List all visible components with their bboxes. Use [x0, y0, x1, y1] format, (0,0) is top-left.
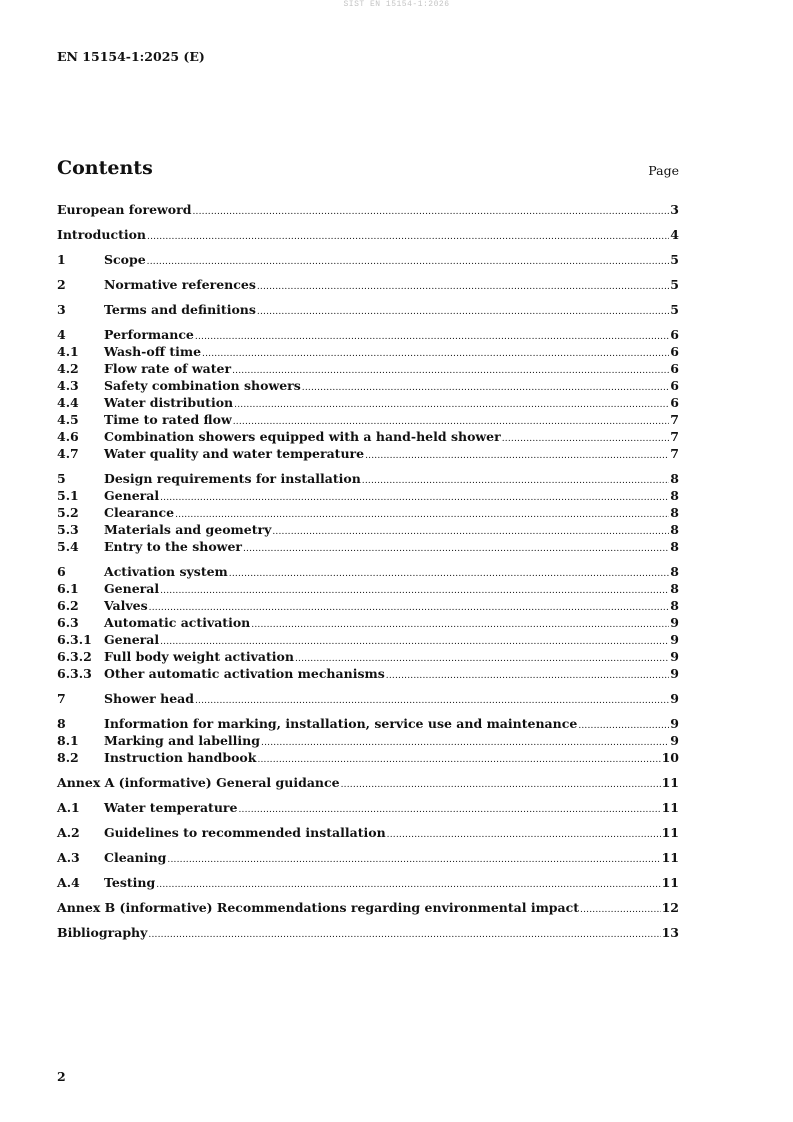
toc-entry-number: A.1	[57, 800, 80, 815]
toc-entry[interactable]	[57, 343, 679, 360]
toc-entry-number: 3	[57, 302, 66, 317]
toc-entry-page: 8	[670, 564, 679, 579]
toc-leader-dots	[147, 251, 670, 268]
toc-entry-title: Combination showers equipped with a hand-held shower	[104, 429, 501, 444]
toc-entry[interactable]	[57, 326, 679, 343]
toc-leader-dots	[365, 445, 669, 462]
toc-entry-title: Performance	[104, 327, 194, 342]
toc-entry[interactable]	[57, 521, 679, 538]
toc-leader-dots	[238, 799, 660, 816]
toc-entry-page: 8	[670, 471, 679, 486]
toc-leader-dots	[160, 631, 669, 648]
table-of-contents	[57, 201, 679, 941]
toc-entry[interactable]	[57, 874, 679, 891]
toc-entry-title: Marking and labelling	[104, 733, 261, 748]
toc-gap	[57, 555, 679, 563]
toc-entry-page: 5	[670, 277, 679, 292]
toc-gap	[57, 462, 679, 470]
toc-entry-title: Water distribution	[104, 395, 234, 410]
toc-gap	[57, 916, 679, 924]
toc-entry-page: 7	[670, 446, 679, 461]
toc-entry-title: Safety combination showers	[104, 378, 301, 393]
toc-entry-page: 8	[670, 581, 679, 596]
toc-leader-dots	[272, 521, 669, 538]
toc-gap	[57, 682, 679, 690]
toc-entry-page: 11	[661, 775, 679, 790]
toc-entry-number: 8	[57, 716, 66, 731]
toc-entry-number: 4.4	[57, 395, 79, 410]
toc-entry-page: 9	[670, 733, 679, 748]
toc-entry[interactable]	[57, 749, 679, 766]
toc-entry[interactable]	[57, 597, 679, 614]
toc-entry-page: 3	[670, 202, 679, 217]
toc-entry-number: 5	[57, 471, 66, 486]
toc-leader-dots	[149, 597, 670, 614]
toc-entry-title: Materials and geometry	[104, 522, 272, 537]
toc-leader-dots	[502, 428, 670, 445]
toc-gap	[57, 766, 679, 774]
toc-entry-number: 4.5	[57, 412, 79, 427]
toc-gap	[57, 268, 679, 276]
toc-entry-page: 12	[661, 900, 679, 915]
toc-entry-number: 8.1	[57, 733, 79, 748]
toc-leader-dots	[257, 276, 669, 293]
toc-entry[interactable]	[57, 824, 679, 841]
toc-entry-number: 6.1	[57, 581, 79, 596]
toc-leader-dots	[243, 538, 669, 555]
toc-entry-title: Time to rated flow	[104, 412, 232, 427]
toc-entry-number: A.2	[57, 825, 80, 840]
toc-entry[interactable]	[57, 648, 679, 665]
toc-entry-number: 8.2	[57, 750, 79, 765]
toc-entry-number: 4	[57, 327, 66, 342]
toc-entry[interactable]	[57, 580, 679, 597]
toc-entry[interactable]	[57, 732, 679, 749]
toc-leader-dots	[147, 226, 669, 243]
toc-entry[interactable]	[57, 849, 679, 866]
toc-entry-number: 4.3	[57, 378, 79, 393]
toc-entry-title: Cleaning	[104, 850, 167, 865]
toc-leader-dots	[160, 487, 669, 504]
toc-entry-page: 9	[670, 615, 679, 630]
toc-entry-page: 6	[670, 327, 679, 342]
toc-entry-title: General	[104, 488, 160, 503]
toc-entry-page: 11	[661, 875, 679, 890]
toc-entry-page: 11	[661, 800, 679, 815]
toc-entry-title: Annex A (informative) General guidance	[57, 775, 340, 790]
toc-entry-number: 6.3.3	[57, 666, 92, 681]
toc-entry-number: 1	[57, 252, 66, 267]
toc-entry-number: 2	[57, 277, 66, 292]
toc-leader-dots	[257, 749, 660, 766]
toc-gap	[57, 791, 679, 799]
toc-entry[interactable]	[57, 377, 679, 394]
document-id: EN 15154-1:2025 (E)	[57, 49, 205, 64]
toc-entry-page: 8	[670, 505, 679, 520]
toc-entry-page: 9	[670, 632, 679, 647]
toc-entry-number: 5.1	[57, 488, 79, 503]
toc-entry[interactable]	[57, 899, 679, 916]
toc-entry-title: Shower head	[104, 691, 194, 706]
toc-entry-number: 4.1	[57, 344, 79, 359]
toc-leader-dots	[229, 563, 670, 580]
toc-entry-page: 5	[670, 302, 679, 317]
toc-leader-dots	[580, 899, 661, 916]
toc-gap	[57, 891, 679, 899]
toc-entry-title: Instruction handbook	[104, 750, 257, 765]
toc-entry-number: 5.4	[57, 539, 79, 554]
toc-entry-title: Full body weight activation	[104, 649, 294, 664]
toc-entry-title: Terms and definitions	[104, 302, 256, 317]
toc-entry[interactable]	[57, 614, 679, 631]
toc-entry-page: 8	[670, 488, 679, 503]
toc-entry[interactable]	[57, 563, 679, 580]
toc-leader-dots	[232, 360, 669, 377]
toc-entry[interactable]	[57, 715, 679, 732]
toc-leader-dots	[175, 504, 669, 521]
toc-entry-number: 5.3	[57, 522, 79, 537]
toc-leader-dots	[261, 732, 669, 749]
toc-leader-dots	[233, 411, 670, 428]
toc-gap	[57, 707, 679, 715]
toc-leader-dots	[234, 394, 669, 411]
toc-entry[interactable]	[57, 301, 679, 318]
toc-entry[interactable]	[57, 799, 679, 816]
toc-entry-title: Water quality and water temperature	[104, 446, 365, 461]
toc-entry-title: Design requirements for installation	[104, 471, 361, 486]
toc-entry[interactable]	[57, 226, 679, 243]
toc-entry-page: 9	[670, 649, 679, 664]
toc-entry-page: 10	[661, 750, 679, 765]
toc-entry-title: Clearance	[104, 505, 175, 520]
toc-entry-title: Flow rate of water	[104, 361, 232, 376]
contents-heading: Contents	[57, 157, 153, 179]
page-number: 2	[57, 1069, 66, 1084]
toc-entry-number: A.4	[57, 875, 80, 890]
toc-entry-title: European foreword	[57, 202, 192, 217]
toc-entry-number: 6.3.1	[57, 632, 92, 647]
toc-leader-dots	[167, 849, 660, 866]
toc-entry-page: 11	[661, 825, 679, 840]
toc-entry-page: 9	[670, 716, 679, 731]
toc-entry-number: 4.7	[57, 446, 79, 461]
toc-entry-number: 6.3.2	[57, 649, 92, 664]
toc-entry-title: Automatic activation	[104, 615, 251, 630]
toc-entry[interactable]	[57, 276, 679, 293]
toc-entry-page: 9	[670, 666, 679, 681]
toc-entry-title: Bibliography	[57, 925, 148, 940]
toc-entry-page: 11	[661, 850, 679, 865]
toc-entry[interactable]	[57, 774, 679, 791]
toc-leader-dots	[341, 774, 661, 791]
toc-entry-title: General	[104, 581, 160, 596]
toc-entry-number: 6	[57, 564, 66, 579]
toc-leader-dots	[192, 201, 669, 218]
toc-entry-page: 5	[670, 252, 679, 267]
toc-entry[interactable]	[57, 504, 679, 521]
watermark: SIST EN 15154-1:2026	[343, 0, 450, 9]
toc-leader-dots	[302, 377, 670, 394]
toc-entry[interactable]	[57, 631, 679, 648]
toc-entry-title: Scope	[104, 252, 146, 267]
toc-entry-title: Valves	[104, 598, 148, 613]
toc-leader-dots	[386, 665, 670, 682]
toc-entry[interactable]	[57, 411, 679, 428]
toc-entry-title: Normative references	[104, 277, 256, 292]
toc-entry[interactable]	[57, 924, 679, 941]
toc-entry-page: 13	[661, 925, 679, 940]
toc-entry-number: 6.3	[57, 615, 79, 630]
toc-entry-number: 4.2	[57, 361, 79, 376]
toc-entry-title: Wash-off time	[104, 344, 202, 359]
toc-gap	[57, 293, 679, 301]
toc-entry-title: Testing	[104, 875, 156, 890]
toc-entry[interactable]	[57, 470, 679, 487]
toc-entry[interactable]	[57, 690, 679, 707]
toc-leader-dots	[195, 326, 669, 343]
toc-leader-dots	[362, 470, 670, 487]
toc-entry-number: 7	[57, 691, 66, 706]
toc-leader-dots	[257, 301, 669, 318]
toc-entry-page: 7	[670, 412, 679, 427]
toc-gap	[57, 243, 679, 251]
toc-entry[interactable]	[57, 665, 679, 682]
toc-entry-page: 8	[670, 539, 679, 554]
toc-entry[interactable]	[57, 538, 679, 555]
page-column-label: Page	[648, 163, 679, 178]
toc-entry-title: Activation system	[104, 564, 228, 579]
toc-entry-page: 6	[670, 395, 679, 410]
toc-entry-page: 8	[670, 598, 679, 613]
toc-entry-page: 9	[670, 691, 679, 706]
toc-entry-title: Entry to the shower	[104, 539, 242, 554]
toc-entry-title: Other automatic activation mechanisms	[104, 666, 385, 681]
toc-entry-number: 6.2	[57, 598, 79, 613]
toc-entry-page: 6	[670, 361, 679, 376]
toc-entry-title: Introduction	[57, 227, 147, 242]
toc-entry-page: 6	[670, 344, 679, 359]
toc-leader-dots	[387, 824, 661, 841]
toc-entry[interactable]	[57, 360, 679, 377]
toc-gap	[57, 841, 679, 849]
toc-gap	[57, 218, 679, 226]
toc-leader-dots	[156, 874, 660, 891]
toc-entry-page: 6	[670, 378, 679, 393]
toc-entry[interactable]	[57, 394, 679, 411]
toc-leader-dots	[295, 648, 669, 665]
toc-entry-title: Information for marking, installation, service use and maintenance	[104, 716, 578, 731]
toc-entry-title: Annex B (informative) Recommendations regarding environmental impact	[57, 900, 580, 915]
toc-entry-page: 4	[670, 227, 679, 242]
toc-entry[interactable]	[57, 251, 679, 268]
toc-leader-dots	[160, 580, 669, 597]
toc-entry-number: A.3	[57, 850, 80, 865]
toc-leader-dots	[195, 690, 669, 707]
toc-entry[interactable]	[57, 201, 679, 218]
toc-leader-dots	[578, 715, 669, 732]
toc-entry-number: 5.2	[57, 505, 79, 520]
toc-entry-page: 8	[670, 522, 679, 537]
toc-entry[interactable]	[57, 428, 679, 445]
toc-entry-title: General	[104, 632, 160, 647]
toc-gap	[57, 816, 679, 824]
toc-entry-title: Water temperature	[104, 800, 238, 815]
toc-gap	[57, 866, 679, 874]
toc-leader-dots	[251, 614, 669, 631]
toc-gap	[57, 318, 679, 326]
toc-entry-title: Guidelines to recommended installation	[104, 825, 386, 840]
toc-entry-page: 7	[670, 429, 679, 444]
toc-entry[interactable]	[57, 445, 679, 462]
toc-leader-dots	[148, 924, 660, 941]
toc-entry[interactable]	[57, 487, 679, 504]
toc-leader-dots	[202, 343, 669, 360]
toc-entry-number: 4.6	[57, 429, 79, 444]
